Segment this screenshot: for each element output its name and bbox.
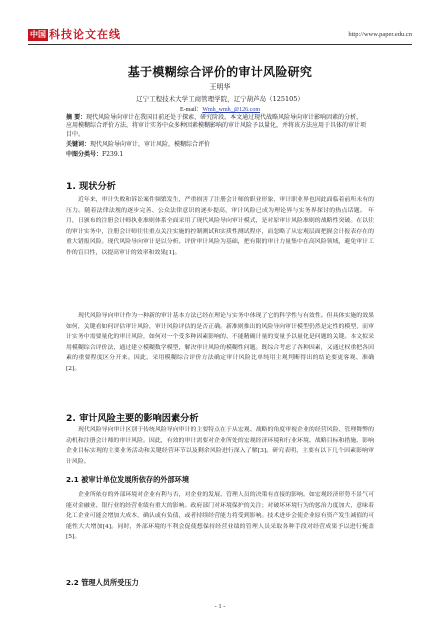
site-logo[interactable] (28, 28, 121, 42)
header-divider (28, 44, 412, 45)
abstract-text: 现代风险导向审计在我国目前还处于探索、研究阶段。本文通过现代战略风险导向审计影响因素的分析，应用模糊综合评价方法，将审计实务中众多种因素模糊影响的审计风险予以量化，并将该方法应用于具体的审计项目中。 (66, 114, 367, 138)
classification-number (66, 151, 366, 159)
site-url-link[interactable]: http://www.paper.edu.cn (348, 31, 412, 38)
paragraph-3: 现代风险导向审计区别于传统风险导向审计的主要特点在于从宏观、战略的角度审视企业的经营风险、管理舞弊的动机和注册会计师的审计风险。因此，有效的审计需要对企业所处的宏观经济环境和行业环境、战略目标和措施、影响企业目标实现的主要业务活动和关键经营环节以及剩余风险进行深入了解[3]。研究表明，主要有以下几个因素影响审计风险。 (66, 427, 374, 465)
keywords (66, 141, 366, 149)
site-header (28, 28, 412, 44)
logo-badge: 中国 (30, 30, 46, 39)
clc-value: F239.1 (102, 151, 124, 158)
logo-text: 科技论文在线 (49, 28, 121, 41)
paper-title: 基于模糊综合评价的审计风险研究 (127, 65, 313, 79)
author-affiliation: 辽宁工程技术大学工商管理学院，辽宁葫芦岛（125105） (136, 95, 304, 103)
paper-author: 王明华 (209, 83, 231, 91)
paragraph-1: 近年来，审计失败和诉讼案件频繁发生，严重损害了注册会计师的职业形象，审计职业界也因此面临着前所未有的压力。随着法律法规的逐步完善、公众法律意识的逐步提高，审计风险已成为理论界与实务界探讨的热点话题。 年 月，日颁布的注册会计师执业准则体系全面采用了现代风险导向审计模式，是对原审计风险准则的战略性突破。在以往的审计实务中，注册会计师往往重点关注实施的控制测试和实质性测试程序，而忽略了从宏观层面把握会计报表存在的重大错报风险。现代风险导向审计是以分析、评价审计风险为基础，把有限的审计力量集中在高风险领域，避免审计工作的盲目性，以提高审计的效率和效果[1]。 (66, 197, 374, 256)
abstract (66, 114, 366, 139)
section-heading-1: 1. 现状分析 (66, 181, 116, 192)
paragraph-4: 企业所依存的外部环境对企业有利与否，对企业的发展、管理人员的决策有直接的影响。如宏观经济形势不景气可能对金融业、银行业的经营业绩有重大的影响。政府部门对环境保护的关注；对破坏环境行为的惩治力度加大，意味着化工企业可能会增加大成本，确认或有负债，或者持续经营能力将受到影响。技术进步会使企业原有资产发生减值的可能性大大增加[4]。同时，外部环境的不利会促使想保持经营业绩的管理人员采取各种手段对经营成果予以进行掩盖[5]。 (66, 492, 374, 541)
author-email-line (28, 104, 412, 113)
section-heading-2: 2. 审计风险主要的影响因素分析 (66, 413, 199, 424)
keywords-text: 现代风险导向审计，审计风险，模糊综合评价 (90, 141, 211, 148)
subsection-heading-2-2: 2.2 管理人员所受压力 (66, 578, 139, 587)
subsection-heading-2-1: 2.1 被审计单位发展所依存的外部环境 (66, 475, 190, 484)
page-number: - 1 - (214, 603, 226, 610)
paragraph-2: 现代风险导向审计作为一种新的审计基本方法已经在理论与实务中体现了它的科学性与有效性。但具体实施的效果如何，关键看如何评估审计风险，审计风险评估的是否正确。新准则推出的风险导向审计模型仍然是定性的模型，而审计实务中需要量化的审计风险，如何对一个受多种因素影响的、不能精确计量的变量予以量化是问题的关键。本文拟采用模糊综合评价法，通过建立模糊数学模型，解决审计风险的模糊性问题。既综合考虑了各种因素，又通过权重把各因素的重要程度区分开来。因此，采用模糊综合评价方法确定审计风险比单纯用主观判断得出的结论要更客观、准确[2]。 (66, 313, 374, 372)
keywords-label: 关键词： (66, 141, 91, 148)
abstract-label: 摘 要： (66, 114, 87, 121)
clc-label: 中图分类号： (66, 151, 103, 158)
email-label: E-mail： (179, 107, 203, 113)
author-email-link[interactable]: Wmh_wmh_@126.com (202, 107, 260, 113)
